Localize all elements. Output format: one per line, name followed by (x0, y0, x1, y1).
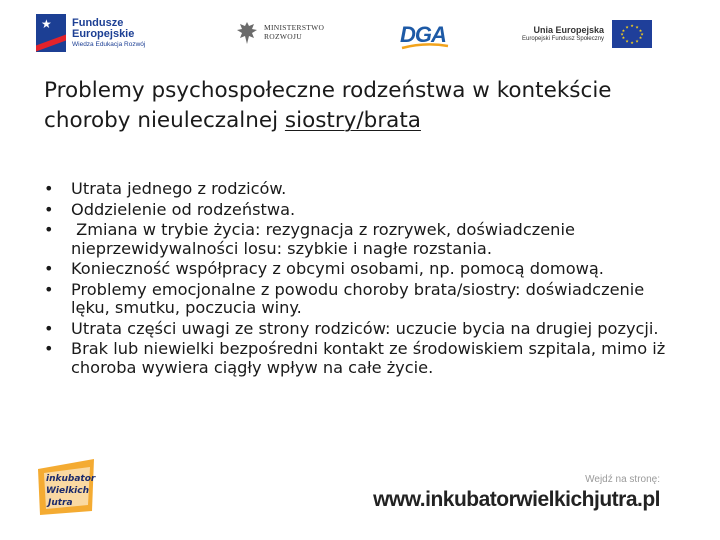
slide-title-line2-plain: choroby nieuleczalnej (44, 108, 285, 133)
header-logos (0, 0, 720, 62)
bullet-dot: • (44, 318, 54, 338)
eagle-emblem-icon (236, 20, 258, 46)
bullet-dot: • (44, 199, 54, 219)
bullet-item (44, 201, 684, 220)
svg-text:★: ★ (630, 23, 634, 28)
ministerstwo-line1: MINISTERSTWO (264, 23, 325, 33)
unia-europejska-logo (522, 20, 652, 48)
svg-text:★: ★ (625, 38, 629, 44)
unia-line1: Unia Europejska (533, 25, 605, 36)
bullet-dot: • (44, 259, 54, 278)
ministerstwo-logo (236, 20, 324, 46)
svg-text:★: ★ (620, 31, 624, 37)
dga-swoosh-icon (400, 42, 450, 52)
bullet-text: Problemy emocjonalne z powodu choroby brata/siostry: doświadczenie lęku, smutku, poczucia winy. (71, 279, 645, 317)
svg-text:Jutra: Jutra (48, 498, 73, 508)
bullet-dot: • (44, 279, 54, 299)
svg-text:★: ★ (638, 35, 643, 40)
svg-text:★: ★ (635, 24, 639, 30)
ministerstwo-line2: ROZWOJU (264, 32, 302, 41)
svg-text:★: ★ (638, 28, 643, 33)
fundusze-flag-icon: ★ (36, 14, 66, 52)
visit-label: Wejdź na stronę: (585, 474, 660, 485)
bullet-item (44, 340, 684, 377)
bullet-dot: • (44, 179, 54, 198)
bullet-text: Oddzielenie od rodzeństwa. (71, 199, 296, 219)
bullet-dot: • (44, 339, 54, 358)
slide-title-line2 (44, 106, 684, 136)
bullet-dot: • (44, 220, 54, 239)
svg-text:★: ★ (625, 24, 629, 30)
bullet-text: Utrata części uwagi ze strony rodziców: uczucie bycia na drugiej pozycji. (71, 318, 659, 338)
svg-text:★: ★ (630, 40, 634, 45)
bullet-item (44, 281, 684, 318)
bullet-list (44, 180, 684, 379)
slide-title (44, 76, 684, 136)
bullet-text: Konieczność współpracy z obcymi osobami, np. pomocą domową. (71, 259, 604, 278)
svg-text:★: ★ (621, 28, 626, 33)
fundusze-line2: Europejskie (72, 27, 135, 40)
bullet-text: Zmiana w trybie życia: rezygnacja z rozrywek, doświadczenie nieprzewidywalności losu: szybkie i nagłe rozstania. (71, 220, 581, 258)
svg-text:★: ★ (635, 38, 639, 44)
bullet-item (44, 320, 684, 339)
inkubator-logo (34, 455, 98, 517)
slide-title-line1: Problemy psychospołeczne rodzeństwa w kontekście (44, 78, 612, 103)
bullet-text: Brak lub niewielki bezpośredni kontakt ze środowiskiem szpitala, mimo iż choroba wywiera ciągły wpływ na całe życie. (71, 339, 666, 377)
dga-name: DGA (400, 22, 446, 47)
bullet-item (44, 260, 684, 279)
svg-text:★: ★ (640, 31, 644, 37)
eu-flag-icon (612, 20, 652, 48)
bullet-item (44, 180, 684, 199)
unia-line2: Europejski Fundusz Społeczny (522, 35, 605, 42)
fundusze-line1: Fundusze (72, 16, 124, 29)
svg-text:inkubator: inkubator (46, 474, 96, 484)
svg-text:Wielkich: Wielkich (46, 486, 90, 496)
website-link[interactable]: www.inkubatorwielkichjutra.pl (373, 488, 660, 511)
fundusze-europejskie-logo (36, 14, 145, 52)
fundusze-line3: Wiedza Edukacja Rozwój (72, 40, 146, 48)
slide-title-underlined: siostry/brata (284, 108, 421, 133)
svg-text:★: ★ (621, 35, 626, 40)
bullet-item (44, 221, 684, 258)
bullet-text: Utrata jednego z rodziców. (71, 179, 287, 198)
dga-logo (400, 22, 446, 48)
